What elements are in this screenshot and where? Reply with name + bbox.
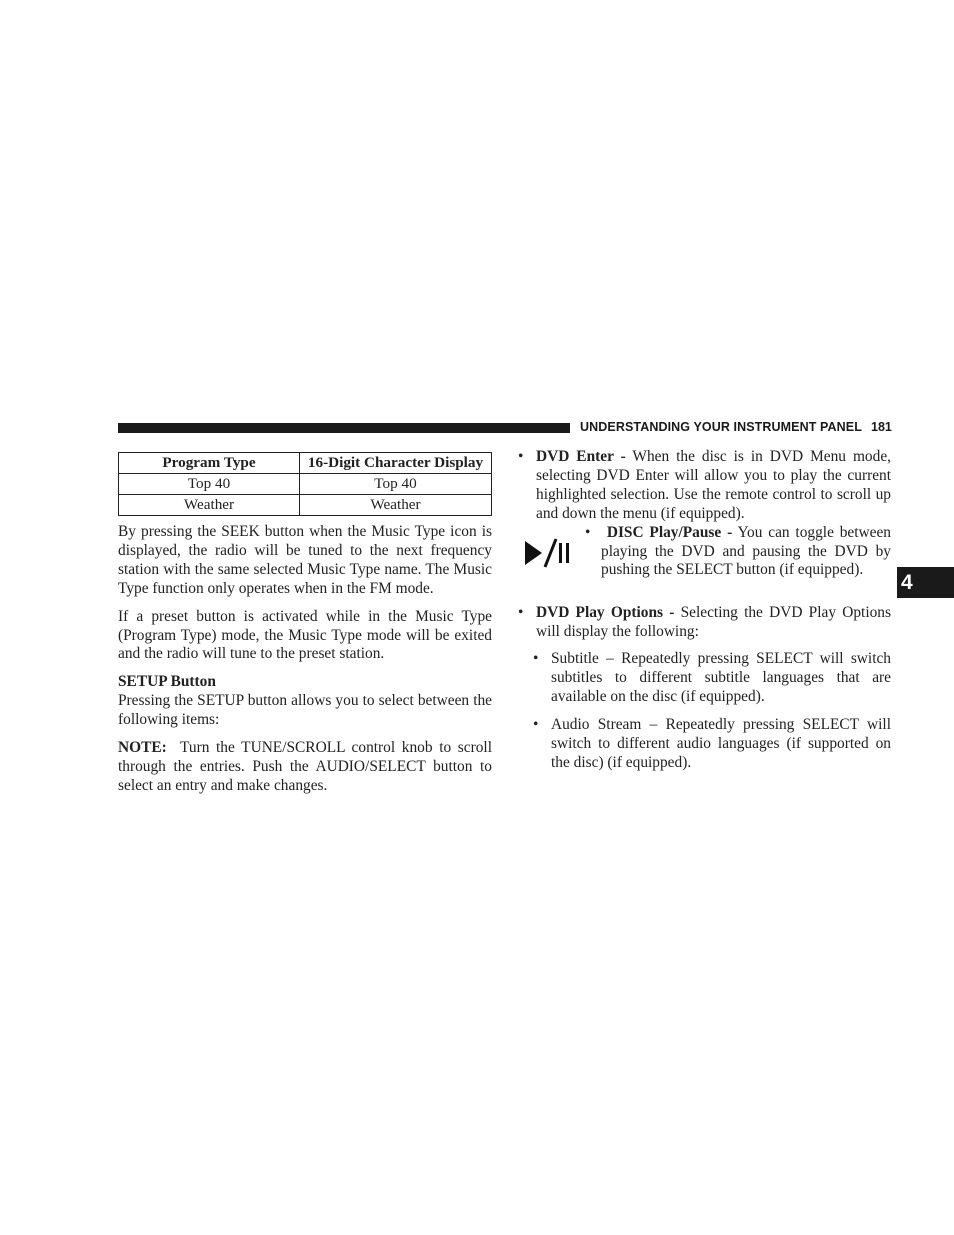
list-item xyxy=(518,448,891,524)
bullet-dot: • xyxy=(518,448,524,465)
dvd-options-text: Selecting the DVD Play Options will display the following: xyxy=(536,603,891,640)
disc-play-label: DISC Play/Pause - xyxy=(606,523,733,541)
dvd-enter-label: DVD Enter - xyxy=(536,448,626,465)
setup-paragraph: Pressing the SETUP button allows you to select between the following items: xyxy=(118,692,492,729)
dvd-options-label: DVD Play Options - xyxy=(536,603,675,621)
right-column xyxy=(518,448,891,773)
audio-stream-text: Audio Stream – Repeatedly pressing SELECT will switch to different audio languages (if supported on the disc) (if equipped). xyxy=(551,716,891,771)
table-row xyxy=(119,474,492,495)
bullet-dot: • xyxy=(533,650,539,668)
program-type-table xyxy=(118,452,492,516)
subtitle-text: Subtitle – Repeatedly pressing SELECT will switch subtitles to different subtitle languages that are available on the disc (if equipped). xyxy=(551,650,891,706)
list-item xyxy=(585,523,892,581)
play-pause-icon xyxy=(523,538,571,568)
seek-paragraph: By pressing the SEEK button when the Music Type icon is displayed, the radio will be tuned to the next frequency station with the same selected Music Type name. The Music Type function only operates when in the FM mode. xyxy=(118,523,492,597)
note-paragraph xyxy=(118,739,492,796)
bullet-dot: • xyxy=(585,523,591,541)
section-title: UNDERSTANDING YOUR INSTRUMENT PANEL xyxy=(580,420,862,434)
table-cell: Weather xyxy=(119,495,300,516)
table-row xyxy=(119,495,492,516)
left-column xyxy=(118,452,492,796)
table-header-row xyxy=(119,453,492,474)
list-item xyxy=(518,604,891,642)
list-item xyxy=(518,716,891,773)
list-item xyxy=(518,650,891,707)
page-number: 181 xyxy=(871,420,892,434)
disc-play-text: You can toggle between playing the DVD and pausing the DVD by pushing the SELECT button (if equipped). xyxy=(601,523,892,579)
table-cell: Top 40 xyxy=(119,474,300,495)
chapter-tab: 4 xyxy=(897,567,954,598)
note-label: NOTE: xyxy=(118,739,167,757)
table-header-cell: 16-Digit Character Display xyxy=(300,453,492,474)
table-cell: Weather xyxy=(300,495,492,516)
table-header-cell: Program Type xyxy=(119,453,300,474)
preset-paragraph: If a preset button is activated while in the Music Type (Program Type) mode, the Music Type mode will be exited and the radio will tune to the preset station. xyxy=(118,607,492,663)
table-cell: Top 40 xyxy=(300,474,492,495)
dvd-enter-text: When the disc is in DVD Menu mode, selecting DVD Enter will allow you to play the current highlighted selection. Use the remote control to scroll up and down the menu (if equipped). xyxy=(536,448,892,522)
header-bar xyxy=(118,423,570,433)
bullet-dot: • xyxy=(533,716,539,734)
disc-play-row xyxy=(518,524,891,600)
setup-heading: SETUP Button xyxy=(118,673,216,691)
bullet-dot: • xyxy=(518,603,524,621)
note-text: Turn the TUNE/SCROLL control knob to scroll through the entries. Push the AUDIO/SELECT button to select an entry and make changes. xyxy=(118,739,492,794)
